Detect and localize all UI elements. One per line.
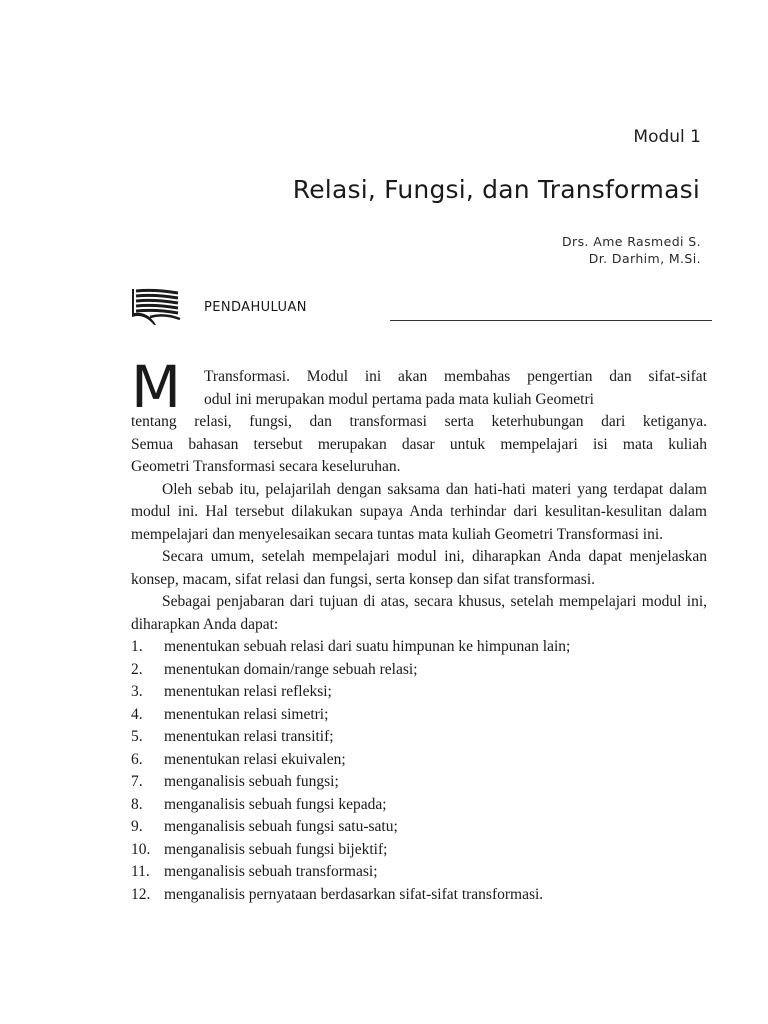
list-item — [131, 816, 707, 839]
list-text: menentukan relasi ekuivalen; — [164, 750, 346, 768]
list-item — [131, 636, 707, 659]
list-number: 10. — [131, 840, 151, 858]
list-item — [131, 884, 707, 907]
list-number: 1. — [131, 638, 143, 655]
list-number: 5. — [131, 728, 143, 745]
intro-line: Geometri Transformasi secara keseluruhan. — [131, 458, 401, 475]
goals-list — [131, 636, 707, 906]
list-item — [131, 704, 707, 727]
list-number: 8. — [131, 795, 143, 813]
author-2: Dr. Darhim, M.Si. — [588, 251, 701, 266]
open-book-icon — [130, 287, 182, 327]
page-title: Relasi, Fungsi, dan Transformasi — [292, 175, 700, 204]
list-text: menganalisis sebuah transformasi; — [164, 863, 378, 880]
list-number: 6. — [131, 750, 143, 768]
list-text: menganalisis sebuah fungsi; — [164, 773, 339, 790]
body-paragraph: Secara umum, setelah mempelajari modul ini, diharapkan Anda dapat menjelaskan konsep, macam, sifat relasi dan fungsi, serta konsep dan sifat transformasi. — [131, 548, 707, 588]
list-item — [131, 861, 707, 884]
intro-paragraph — [131, 353, 707, 479]
intro-line: Transformasi. Modul ini akan membahas pengertian dan sifat-sifat — [204, 368, 707, 385]
list-number: 12. — [131, 885, 151, 903]
drop-cap: M — [131, 353, 182, 421]
intro-line: tentang relasi, fungsi, dan transformasi serta keterhubungan dari ketiganya. — [131, 413, 707, 430]
authors — [562, 233, 701, 267]
list-number: 9. — [131, 818, 143, 835]
list-text: menentukan relasi refleksi; — [164, 683, 332, 700]
list-text: menentukan relasi simetri; — [164, 705, 329, 723]
list-text: menentukan sebuah relasi dari suatu himpunan ke himpunan lain; — [164, 638, 571, 655]
body-paragraph: Sebagai penjabaran dari tujuan di atas, secara khusus, setelah mempelajari modul ini, diharapkan Anda dapat: — [131, 593, 707, 633]
list-item — [131, 659, 707, 682]
intro-line: odul ini merupakan modul pertama pada mata kuliah Geometri — [204, 390, 594, 408]
list-item — [131, 771, 707, 794]
list-number: 7. — [131, 773, 143, 790]
list-text: menentukan domain/range sebuah relasi; — [164, 660, 418, 678]
section-divider — [390, 320, 712, 321]
list-text: menganalisis sebuah fungsi satu-satu; — [164, 818, 398, 835]
list-text: menganalisis sebuah fungsi kepada; — [164, 795, 387, 813]
list-number: 11. — [131, 863, 150, 880]
author-1: Drs. Ame Rasmedi S. — [562, 234, 701, 249]
intro-line: Semua bahasan tersebut merupakan dasar untuk mempelajari isi mata kuliah — [131, 435, 707, 453]
list-item — [131, 749, 707, 772]
list-item — [131, 794, 707, 817]
body-content — [131, 353, 707, 906]
list-text: menganalisis pernyataan berdasarkan sifat-sifat transformasi. — [164, 885, 544, 903]
list-number: 2. — [131, 660, 143, 678]
list-number: 3. — [131, 683, 143, 700]
module-label: Modul 1 — [633, 127, 701, 147]
list-item — [131, 839, 707, 862]
list-text: menentukan relasi transitif; — [164, 728, 334, 745]
list-text: menganalisis sebuah fungsi bijektif; — [164, 840, 388, 858]
body-paragraph: Oleh sebab itu, pelajarilah dengan saksama dan hati-hati materi yang terdapat dalam modul ini. Hal tersebut dilakukan supaya Anda terhindar dari kesulitan-kesulitan dalam mempelajari dan menyelesaikan secara tuntas mata kuliah Geometri Transformasi ini. — [131, 480, 707, 543]
list-item — [131, 681, 707, 704]
section-heading: PENDAHULUAN — [204, 300, 307, 315]
list-item — [131, 726, 707, 749]
list-number: 4. — [131, 705, 143, 723]
